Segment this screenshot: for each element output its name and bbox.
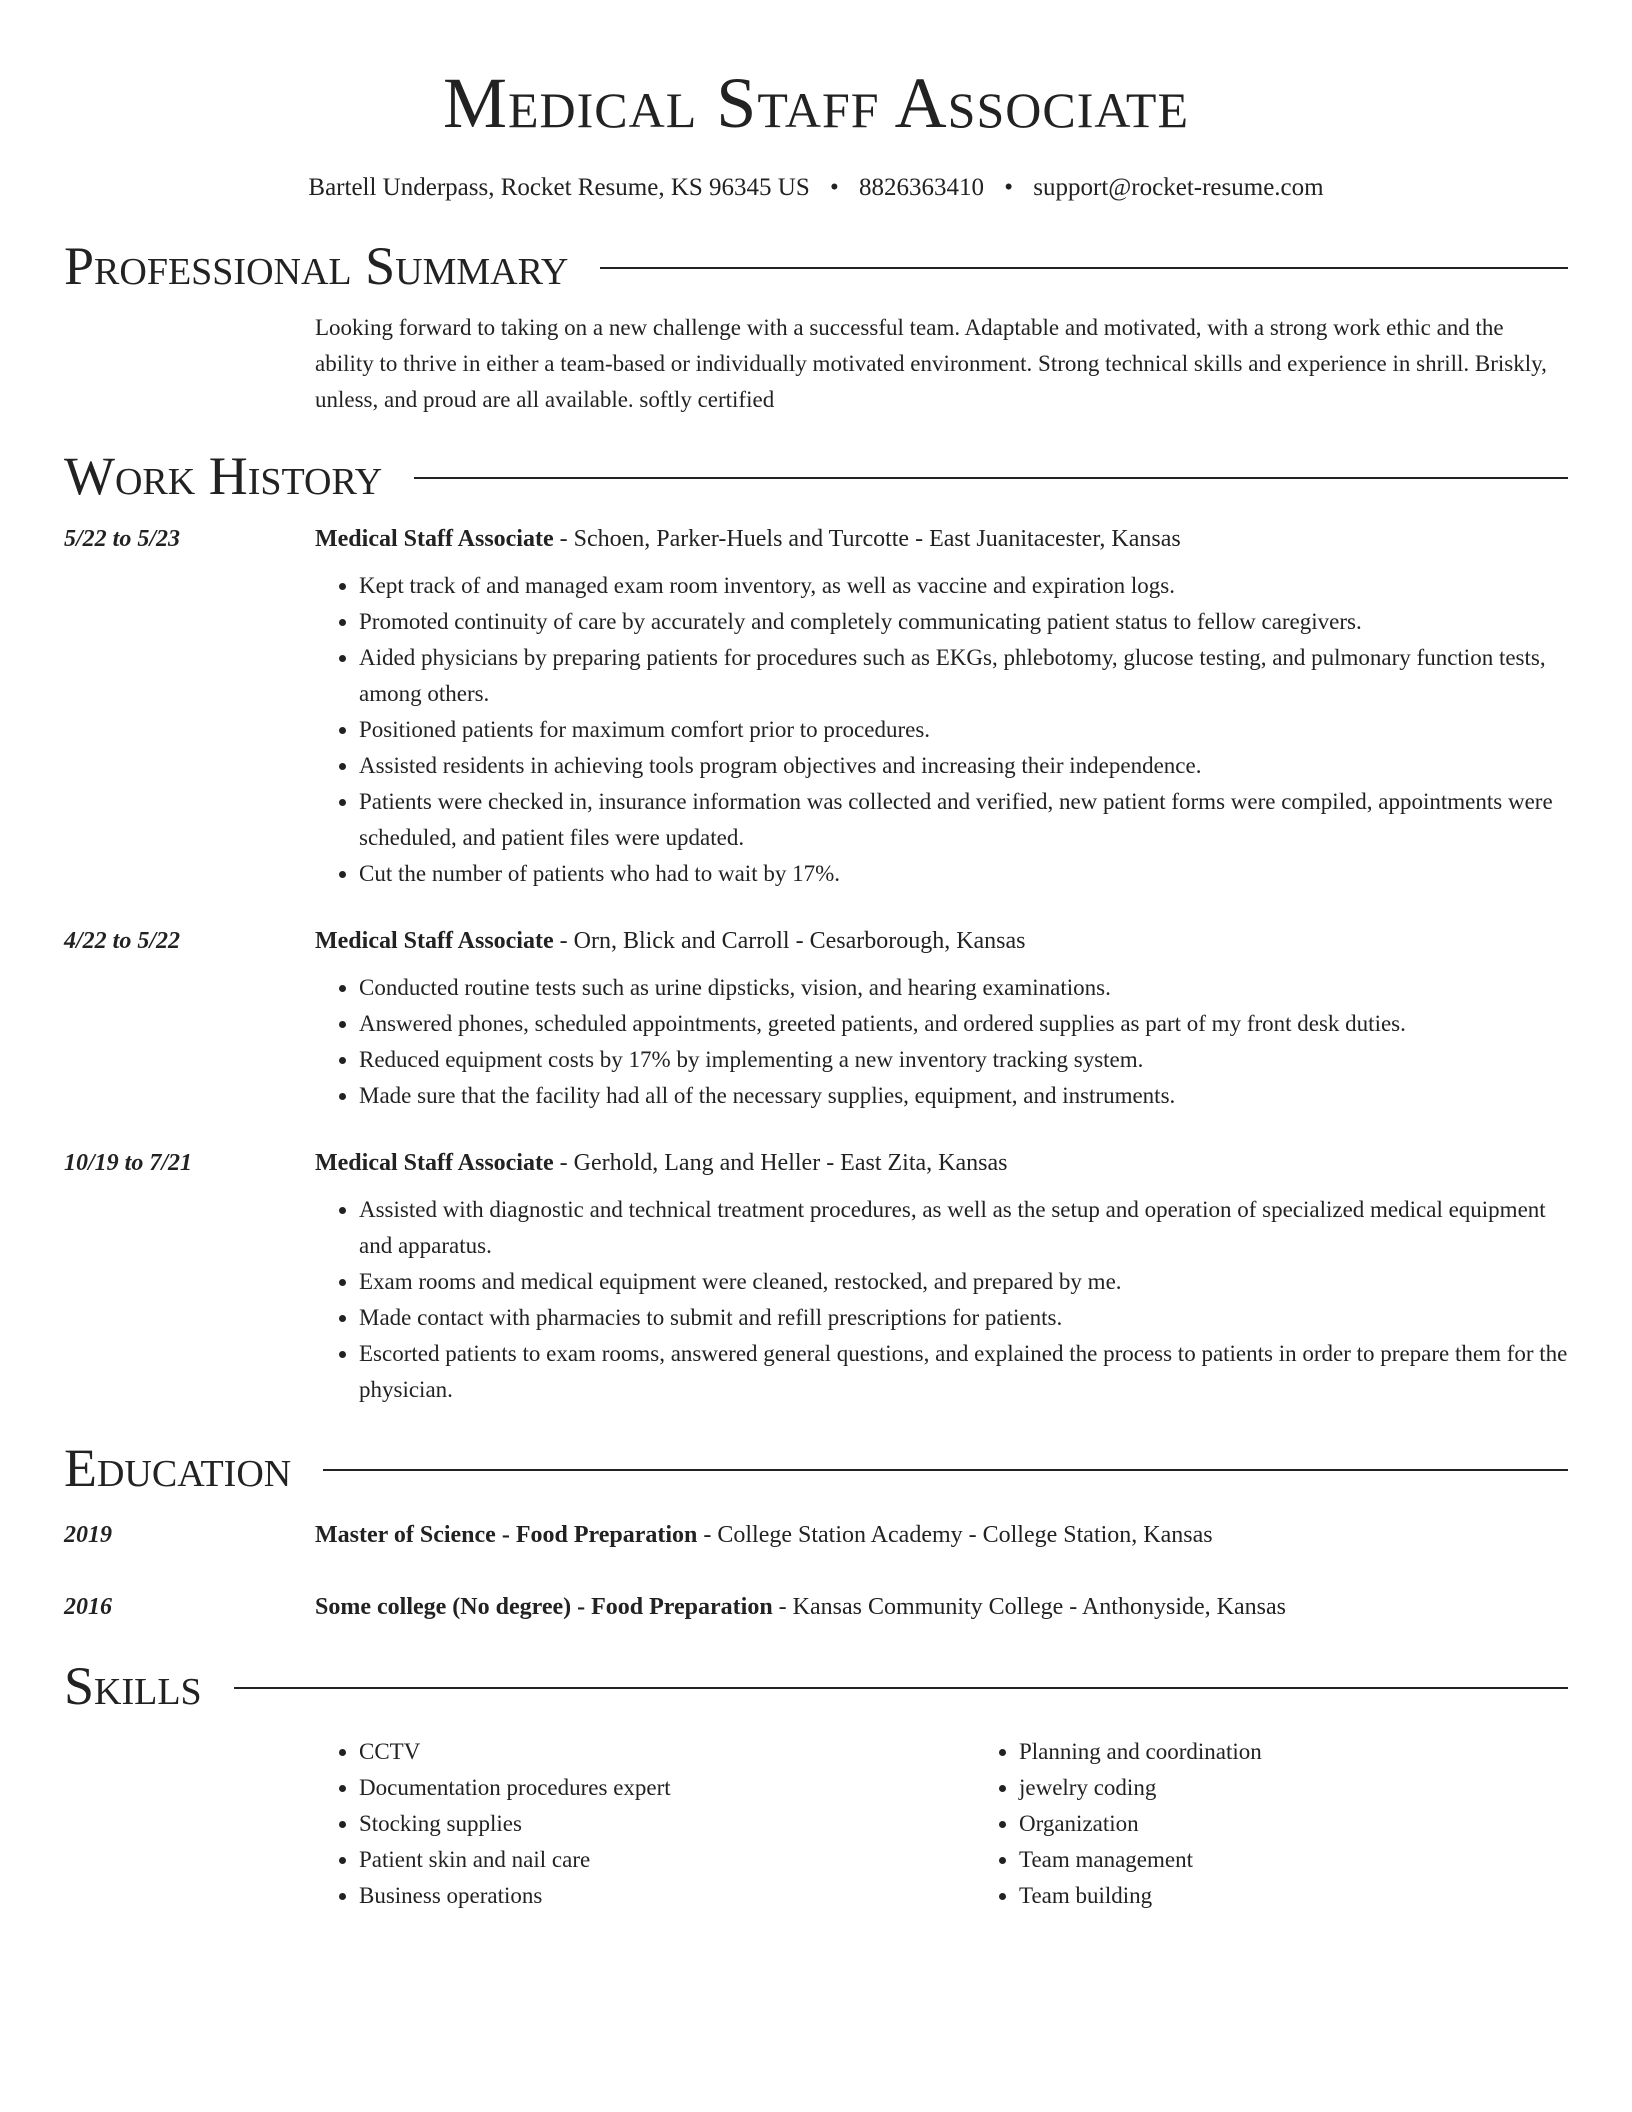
- contact-phone: 8826363410: [859, 174, 985, 201]
- section-divider: [323, 1469, 1568, 1471]
- skills-column-right: [975, 1734, 1262, 1914]
- skill-item: • Stocking supplies: [359, 1806, 975, 1842]
- job-title-line: [315, 1146, 1568, 1180]
- job-entry-3: [64, 1146, 1568, 1408]
- job-dates: 5/22 to 5/23: [64, 526, 181, 552]
- section-skills-header: [64, 1652, 1568, 1720]
- skills-list: [315, 1734, 1568, 1914]
- section-divider: [234, 1687, 1568, 1689]
- contact-separator: •: [1004, 174, 1014, 201]
- job-bullet: • Made contact with pharmacies to submit and refill prescriptions for patients.: [359, 1300, 1568, 1336]
- section-divider: [600, 267, 1568, 269]
- contact-email: support@rocket-resume.com: [1033, 174, 1324, 201]
- education-body: [315, 1590, 1286, 1624]
- job-title: Medical Staff Associate: [315, 1150, 554, 1176]
- section-work-header: [64, 442, 1568, 510]
- job-bullet: • Conducted routine tests such as urine dipsticks, vision, and hearing examinations.: [359, 970, 1568, 1006]
- job-title: Medical Staff Associate: [315, 526, 554, 552]
- job-bullets: [315, 970, 1568, 1114]
- job-bullet: • Positioned patients for maximum comfort prior to procedures.: [359, 712, 1568, 748]
- job-bullet: • Made sure that the facility had all of the necessary supplies, equipment, and instruments.: [359, 1078, 1568, 1114]
- skills-column-left: [315, 1734, 975, 1914]
- job-employer: - Gerhold, Lang and Heller - East Zita, Kansas: [553, 1150, 1008, 1176]
- job-bullet: • Assisted with diagnostic and technical treatment procedures, as well as the setup and operation of specialized medical equipment and apparatus.: [359, 1192, 1568, 1264]
- skill-item: • jewelry coding: [1019, 1770, 1262, 1806]
- skill-item: • Team building: [1019, 1878, 1262, 1914]
- education-degree: Some college (No degree) - Food Preparation: [315, 1594, 773, 1620]
- section-education-header: [64, 1434, 1568, 1502]
- job-title: Medical Staff Associate: [315, 928, 554, 954]
- job-body: [315, 1146, 1568, 1408]
- education-entry-1: [64, 1518, 1568, 1552]
- contact-separator: •: [830, 174, 839, 201]
- job-title-line: [315, 522, 1568, 556]
- education-year: 2019: [64, 1522, 112, 1548]
- education-entry-2: [64, 1590, 1568, 1624]
- job-employer: - Orn, Blick and Carroll - Cesarborough, Kansas: [553, 928, 1026, 954]
- job-bullet: • Cut the number of patients who had to wait by 17%.: [359, 856, 1568, 892]
- education-school: - College Station Academy - College Station, Kansas: [697, 1522, 1213, 1548]
- education-school: - Kansas Community College - Anthonyside, Kansas: [772, 1594, 1286, 1620]
- job-bullet: • Kept track of and managed exam room inventory, as well as vaccine and expiration logs.: [359, 568, 1568, 604]
- job-bullet: • Exam rooms and medical equipment were cleaned, restocked, and prepared by me.: [359, 1264, 1568, 1300]
- summary-text: Looking forward to taking on a new challenge with a successful team. Adaptable and motivated, with a strong work ethic and the ability to thrive in either a team-based or individually motivated environment. Strong technical skills and experience in shrill. Briskly, unless, and proud are all available. softly certified: [315, 315, 1547, 412]
- job-title-line: [315, 924, 1568, 958]
- job-entry-2: [64, 924, 1568, 1114]
- section-divider: [414, 477, 1568, 479]
- section-summary-header: [64, 232, 1568, 300]
- job-bullet: • Answered phones, scheduled appointments, greeted patients, and ordered supplies as part of my front desk duties.: [359, 1006, 1568, 1042]
- section-education-title: Education: [64, 1438, 292, 1498]
- skill-item: • Planning and coordination: [1019, 1734, 1262, 1770]
- job-employer: - Schoen, Parker-Huels and Turcotte - East Juanitacester, Kansas: [553, 526, 1181, 552]
- contact-address: Bartell Underpass, Rocket Resume, KS 96345 US: [308, 174, 810, 201]
- education-degree: Master of Science - Food Preparation: [315, 1522, 698, 1548]
- education-body: [315, 1518, 1213, 1552]
- job-bullets: [315, 568, 1568, 892]
- job-dates: 4/22 to 5/22: [64, 928, 181, 954]
- section-work-title: Work History: [64, 446, 383, 506]
- skill-item: • Business operations: [359, 1878, 975, 1914]
- contact-line: [64, 172, 1568, 204]
- skill-item: • Team management: [1019, 1842, 1262, 1878]
- job-entry-1: [64, 522, 1568, 892]
- job-body: [315, 522, 1568, 892]
- job-bullet: • Assisted residents in achieving tools program objectives and increasing their independence.: [359, 748, 1568, 784]
- section-summary-title: Professional Summary: [64, 236, 569, 296]
- resume-name: Medical Staff Associate: [442, 63, 1190, 143]
- job-bullet: • Aided physicians by preparing patients for procedures such as EKGs, phlebotomy, glucose testing, and pulmonary function tests, among others.: [359, 640, 1568, 712]
- job-body: [315, 924, 1568, 1114]
- skill-item: • Organization: [1019, 1806, 1262, 1842]
- job-dates: 10/19 to 7/21: [64, 1150, 193, 1176]
- section-skills-title: Skills: [64, 1656, 202, 1716]
- job-bullet: • Patients were checked in, insurance information was collected and verified, new patient forms were compiled, appointments were scheduled, and patient files were updated.: [359, 784, 1568, 856]
- resume-page: [64, 0, 1568, 1914]
- job-bullets: [315, 1192, 1568, 1408]
- skill-item: • Patient skin and nail care: [359, 1842, 975, 1878]
- skill-item: • CCTV: [359, 1734, 975, 1770]
- job-bullet: • Reduced equipment costs by 17% by implementing a new inventory tracking system.: [359, 1042, 1568, 1078]
- job-bullet: • Promoted continuity of care by accurately and completely communicating patient status to fellow caregivers.: [359, 604, 1568, 640]
- job-bullet: • Escorted patients to exam rooms, answered general questions, and explained the process to patients in order to prepare them for the physician.: [359, 1336, 1568, 1408]
- education-year: 2016: [64, 1594, 112, 1620]
- skill-item: • Documentation procedures expert: [359, 1770, 975, 1806]
